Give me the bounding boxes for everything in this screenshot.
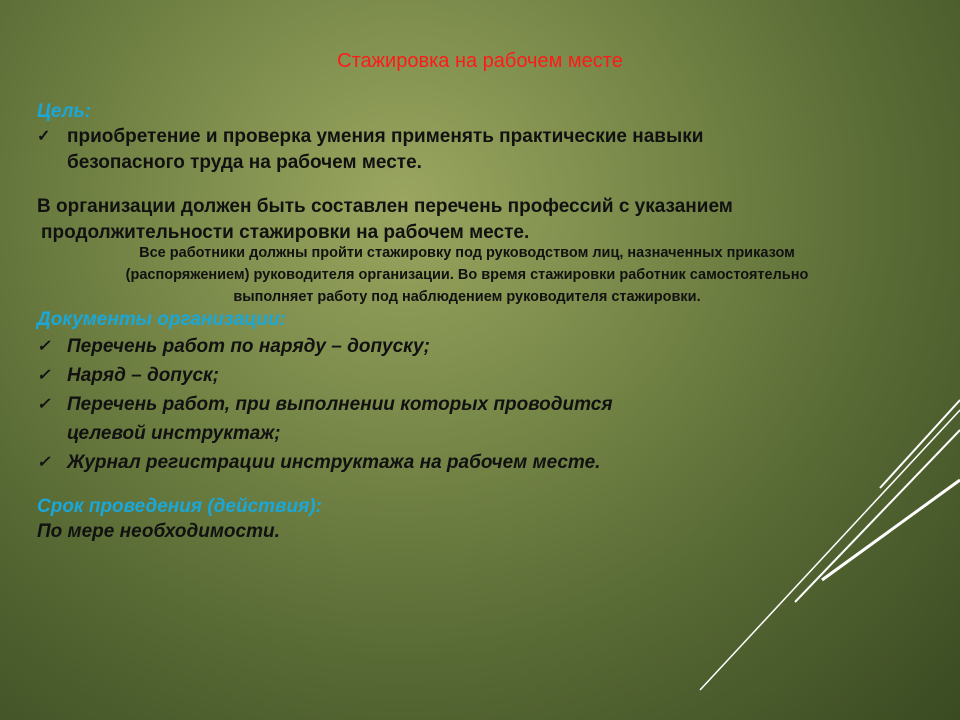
decorative-line: [795, 430, 960, 602]
check-icon: ✓: [37, 338, 51, 355]
goal-heading: Цель:: [37, 101, 92, 122]
docs-item-text-continued: целевой инструктаж;: [67, 423, 281, 444]
note-line-2: (распоряжением) руководителя организации. Во время стажировки работник самостоятельно: [125, 267, 809, 283]
docs-item-text: Наряд – допуск;: [67, 365, 219, 386]
note-line-3: выполняет работу под наблюдением руководителя стажировки.: [233, 289, 701, 305]
docs-item-text: Журнал регистрации инструктажа на рабочем месте.: [67, 452, 601, 473]
slide-title: Стажировка на рабочем месте: [337, 50, 623, 72]
note-line-1: Все работники должны пройти стажировку под руководством лиц, назначенных приказом: [139, 245, 795, 261]
decorative-line: [822, 480, 960, 580]
check-icon: ✓: [37, 454, 51, 471]
check-icon: ✓: [37, 128, 51, 145]
org-line-2: продолжительности стажировки на рабочем месте.: [41, 222, 530, 243]
term-heading: Срок проведения (действия):: [37, 496, 322, 517]
goal-line-1: приобретение и проверка умения применять практические навыки: [67, 126, 704, 147]
check-icon: ✓: [37, 396, 51, 413]
docs-item-text: Перечень работ, при выполнении которых проводится: [67, 394, 613, 415]
org-line-1: В организации должен быть составлен перечень профессий с указанием: [37, 196, 733, 217]
goal-line-2: безопасного труда на рабочем месте.: [67, 152, 422, 173]
term-value: По мере необходимости.: [37, 521, 280, 542]
docs-item-text: Перечень работ по наряду – допуску;: [67, 336, 430, 357]
decorative-line: [880, 400, 960, 488]
docs-heading: Документы организации:: [37, 309, 287, 330]
check-icon: ✓: [37, 367, 51, 384]
decorative-line: [700, 410, 960, 690]
